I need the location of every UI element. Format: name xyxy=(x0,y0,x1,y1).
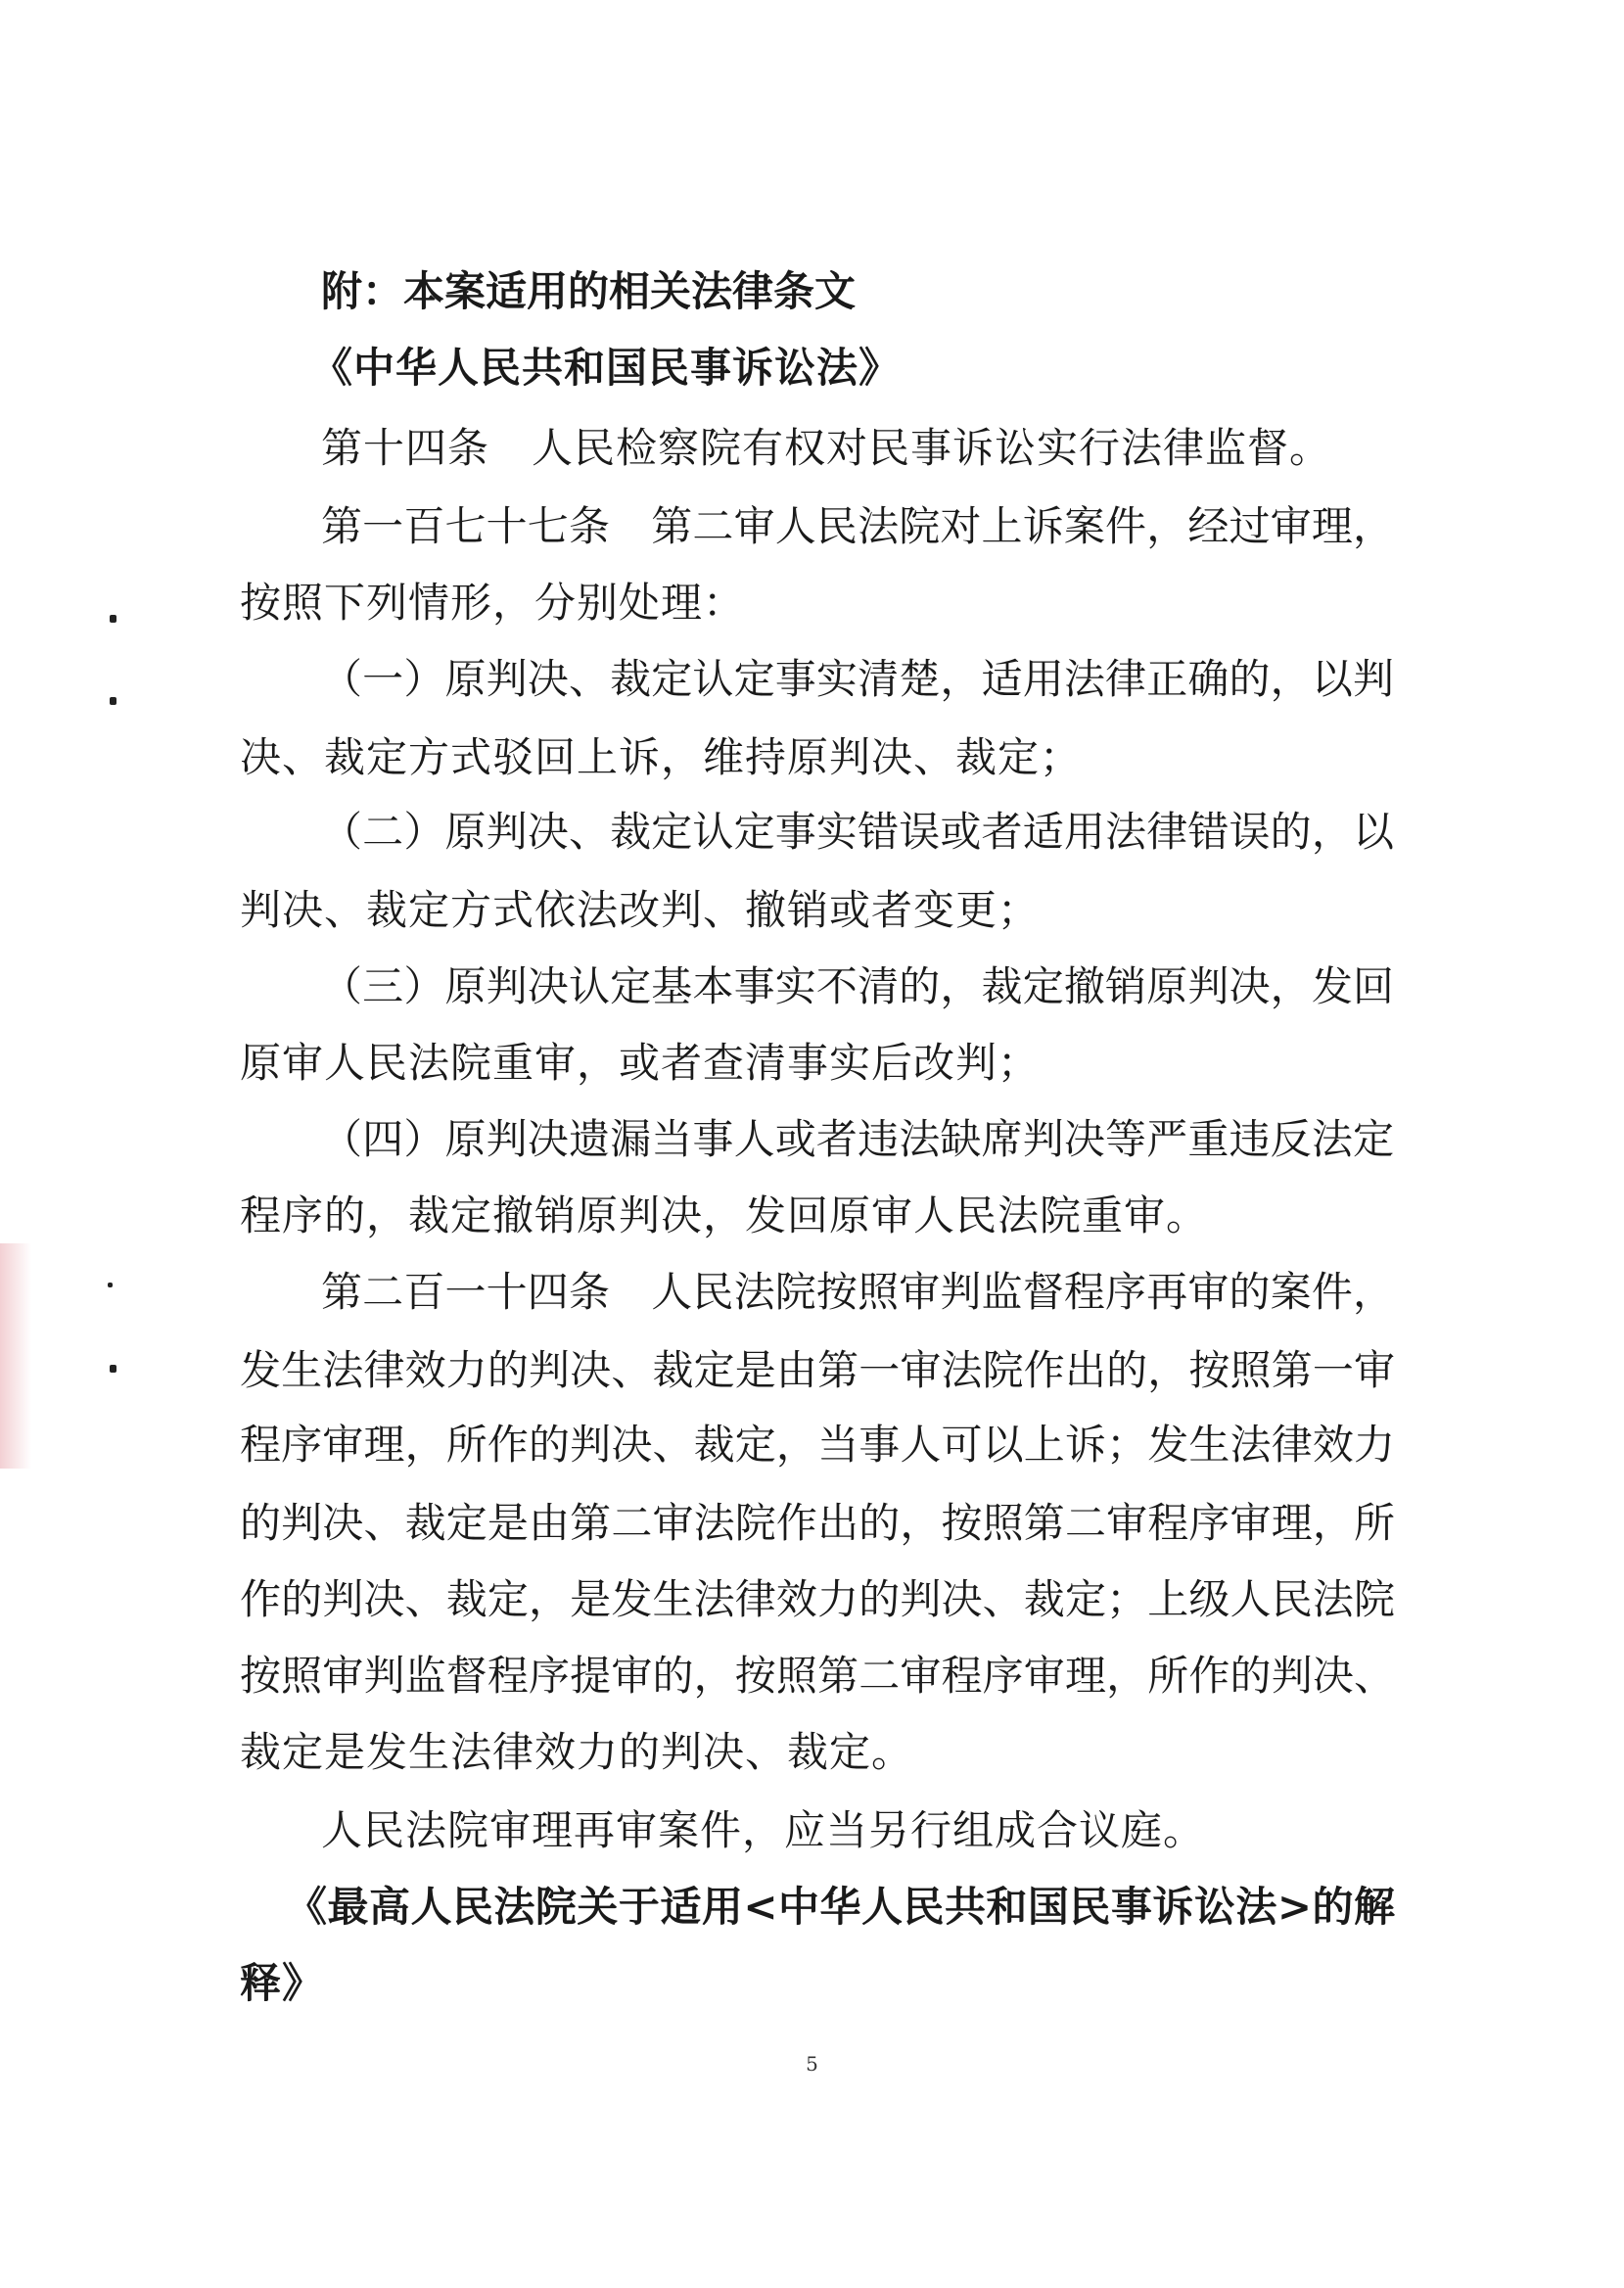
article-177-item-4-line-1: （四）原判决遗漏当事人或者违法缺席判决等严重违反法定 xyxy=(321,1115,1394,1163)
margin-dot xyxy=(108,1283,113,1287)
article-177-line-1: 第一百七十七条 第二审人民法院对上诉案件，经过审理， xyxy=(321,502,1394,550)
article-214-line-5: 作的判决、裁定，是发生法律效力的判决、裁定；上级人民法院 xyxy=(240,1575,1395,1623)
article-177-item-1-line-1: （一）原判决、裁定认定事实清楚，适用法律正确的，以判 xyxy=(321,655,1394,703)
margin-dot xyxy=(110,697,116,705)
article-177-item-2-line-1: （二）原判决、裁定认定事实错误或者适用法律错误的，以 xyxy=(321,808,1394,856)
margin-dot xyxy=(110,615,116,623)
law-title-interpretation-line-1: 《最高人民法院关于适用<中华人民共和国民事诉讼法>的解 xyxy=(286,1883,1395,1931)
article-177-item-2-line-2: 判决、裁定方式依法改判、撤销或者变更； xyxy=(240,886,1041,934)
law-title-civil-procedure: 《中华人民共和国民事诉讼法》 xyxy=(311,344,902,392)
article-214-line-3: 程序审理，所作的判决、裁定，当事人可以上诉；发生法律效力 xyxy=(240,1421,1395,1469)
attachment-title: 附：本案适用的相关法律条文 xyxy=(321,267,857,315)
article-14: 第十四条 人民检察院有权对民事诉讼实行法律监督。 xyxy=(321,424,1332,472)
article-214-line-2: 发生法律效力的判决、裁定是由第一审法院作出的，按照第一审 xyxy=(240,1346,1395,1394)
article-177-line-2: 按照下列情形，分别处理： xyxy=(240,579,746,627)
article-177-item-3-line-1: （三）原判决认定基本事实不清的，裁定撤销原判决，发回 xyxy=(321,962,1394,1010)
page-number: 5 xyxy=(806,2052,818,2076)
article-177-item-3-line-2: 原审人民法院重审，或者查清事实后改判； xyxy=(240,1039,1041,1087)
article-214-line-7: 裁定是发生法律效力的判决、裁定。 xyxy=(240,1728,914,1776)
article-177-item-1-line-2: 决、裁定方式驳回上诉，维持原判决、裁定； xyxy=(240,733,1083,781)
margin-dot xyxy=(110,1365,116,1373)
law-title-interpretation-line-2: 释》 xyxy=(240,1959,325,2007)
article-177-item-4-line-2: 程序的，裁定撤销原判决，发回原审人民法院重审。 xyxy=(240,1191,1209,1239)
article-214-line-6: 按照审判监督程序提审的，按照第二审程序审理，所作的判决、 xyxy=(240,1652,1395,1700)
article-214-line-1: 第二百一十四条 人民法院按照审判监督程序再审的案件， xyxy=(321,1268,1394,1316)
seal-edge-mark xyxy=(0,1243,31,1469)
article-214-paragraph-2: 人民法院审理再审案件，应当另行组成合议庭。 xyxy=(321,1806,1206,1854)
article-214-line-4: 的判决、裁定是由第二审法院作出的，按照第二审程序审理，所 xyxy=(240,1499,1395,1547)
